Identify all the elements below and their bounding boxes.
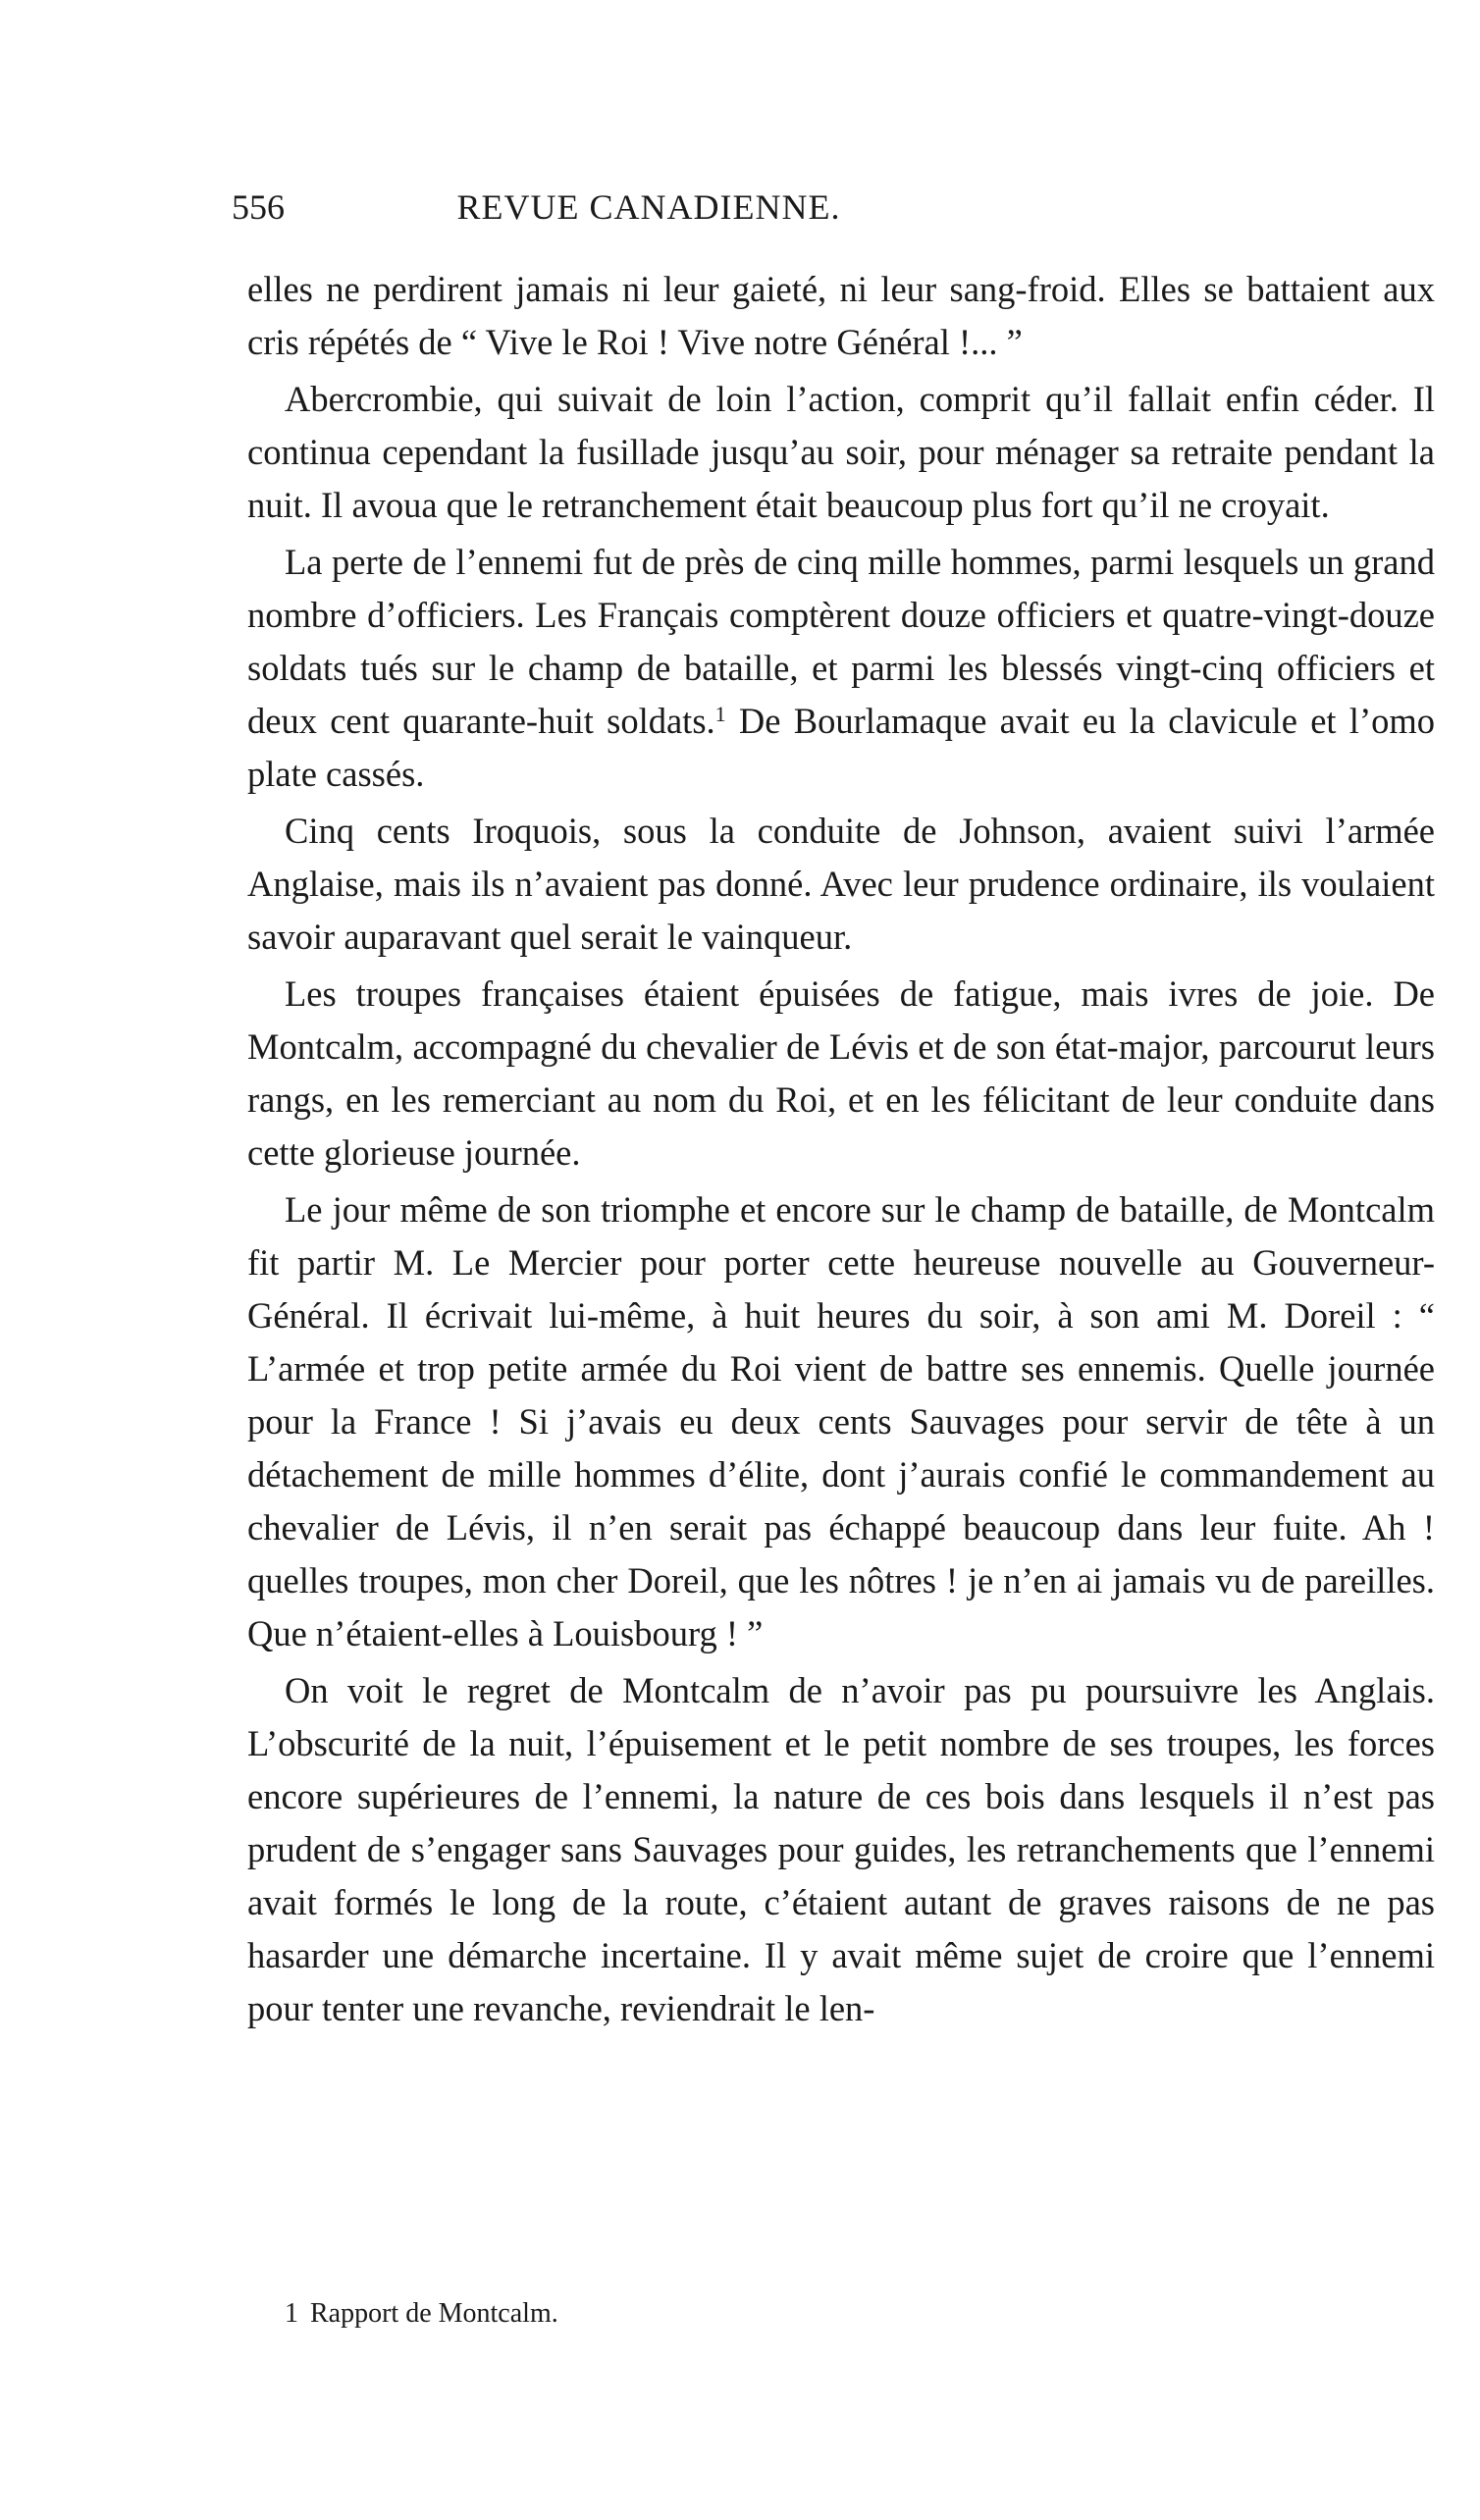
paragraph: elles ne perdirent jamais ni leur gaieté, ni leur sang-froid. Elles se battaient aux cris répétés de “ Vive le Roi ! Vive notre Général !... ” <box>247 269 1435 362</box>
paragraph-text: De Bourlamaque avait eu la clavicule et l’omo plate cassés. <box>247 701 1435 794</box>
paragraph-text: La perte de l’ennemi fut de près de cinq mille hommes, parmi lesquels un grand nombre d’officiers. Les Français comptèrent douze officiers et quatre-vingt-douze soldats tués sur le champ de bataille, et parmi les blessés vingt-cinq officiers et deux cent quarante-huit soldats. <box>247 542 1435 741</box>
paragraph: Cinq cents Iroquois, sous la conduite de Johnson, avaient suivi l’armée Anglaise, mais ils n’avaient pas donné. Avec leur prudence ordinaire, ils voulaient savoir auparavant quel serait le vainqueur. <box>247 811 1435 957</box>
paragraph: Le jour même de son triomphe et encore sur le champ de bataille, de Montcalm fit partir M. Le Mercier pour porter cette heureuse nouvelle au Gouverneur-Général. Il écrivait lui-même, à huit heures du soir, à son ami M. Doreil : “ L’armée et trop petite armée du Roi vient de battre ses ennemis. Quelle journée pour la France ! Si j’avais eu deux cents Sauvages pour servir de tête à un détachement de mille hommes d’élite, dont j’aurais confié le commandement au chevalier de Lévis, il n’en serait pas échappé beaucoup dans leur fuite. Ah ! quelles troupes, mon cher Doreil, que les nôtres ! je n’en ai jamais vu de pareilles. Que n’étaient-elles à Louisbourg ! ” <box>247 1189 1435 1654</box>
paragraph: Les troupes françaises étaient épuisées de fatigue, mais ivres de joie. De Montcalm, accompagné du chevalier de Lévis et de son état-major, parcourut leurs rangs, en les remerciant au nom du Roi, et en les félicitant de leur conduite dans cette glorieuse journée. <box>247 973 1435 1173</box>
paragraph: Abercrombie, qui suivait de loin l’action, comprit qu’il fallait enfin céder. Il continua cependant la fusillade jusqu’au soir, pour ménager sa retraite pendant la nuit. Il avoua que le retranchement était beaucoup plus fort qu’il ne croyait. <box>247 379 1435 525</box>
footnote-text: Rapport de Montcalm. <box>310 2298 558 2329</box>
body-text <box>247 263 1435 2035</box>
running-title: REVUE CANADIENNE. <box>456 187 841 227</box>
footnote-mark: 1 <box>285 2298 298 2329</box>
page-header <box>232 186 1066 236</box>
paragraph: On voit le regret de Montcalm de n’avoir pas pu poursuivre les Anglais. L’obscurité de la nuit, l’épuisement et le petit nombre de ses troupes, les forces encore supérieures de l’ennemi, la nature de ces bois dans lesquels il n’est pas prudent de s’engager sans Sauvages pour guides, les retranchements que l’ennemi avait formés le long de la route, c’étaient autant de graves raisons de ne pas hasarder une démarche incertaine. Il y avait même sujet de croire que l’ennemi pour tenter une revanche, reviendrait le len- <box>247 1670 1435 2028</box>
page-number: 556 <box>232 187 285 227</box>
paragraph <box>247 536 1435 801</box>
footnote-reference: 1 <box>714 702 726 726</box>
footnote <box>285 2294 1364 2334</box>
